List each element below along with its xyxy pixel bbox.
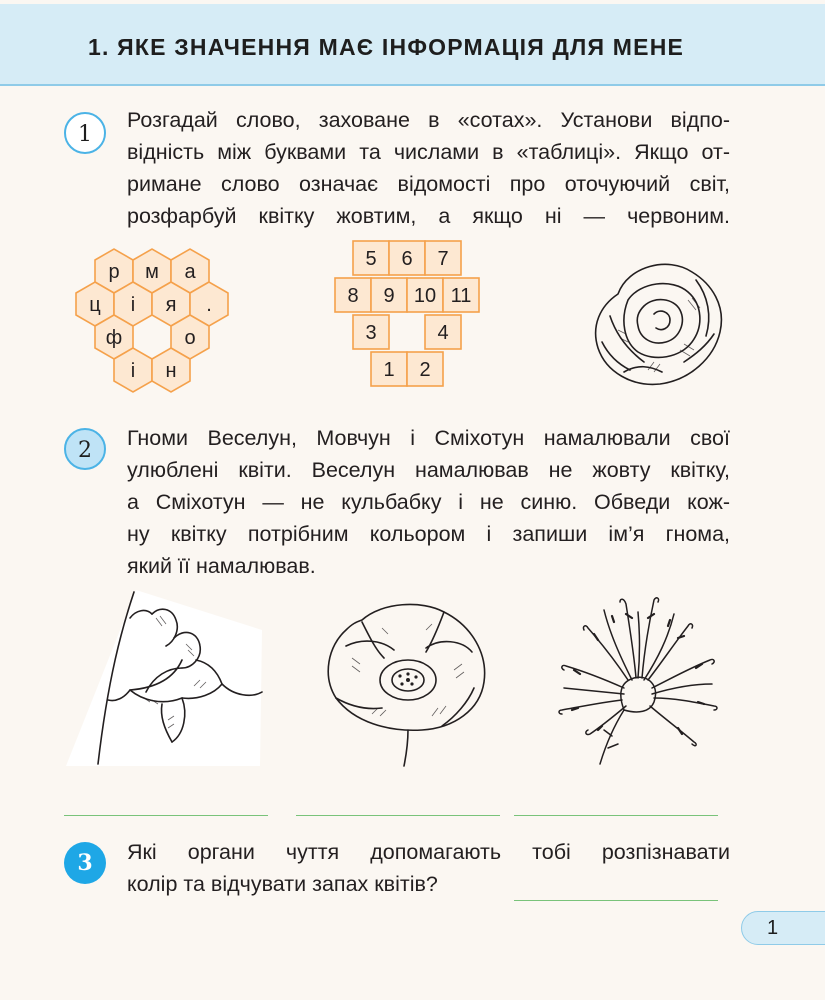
task-3-line: колір та відчувати запах квітів?	[127, 872, 438, 896]
honeycomb-letter: я	[165, 294, 177, 316]
rose-illustration[interactable]	[588, 254, 728, 390]
bellflower-illustration[interactable]	[64, 588, 266, 768]
table-number: 10	[413, 285, 437, 307]
task-2-line: а Сміхотун — не кульбабку і не синю. Обведи кож-	[127, 490, 730, 514]
chapter-title: 1. ЯКЕ ЗНАЧЕННЯ МАЄ ІНФОРМАЦІЯ ДЛЯ МЕНЕ	[88, 34, 685, 60]
task-2-text	[127, 422, 730, 582]
honeycomb-letter: ф	[105, 327, 123, 349]
task-1-line: розфарбуй квітку жовтим, а якщо ні — червоним.	[127, 204, 730, 228]
answer-line-task-3[interactable]	[514, 900, 718, 901]
task-2-line: Гноми Веселун, Мовчун і Сміхотун намалювали свої	[127, 426, 730, 450]
honeycomb-letter: а	[184, 261, 196, 283]
table-number: 8	[347, 285, 359, 307]
task-2-line: ну квітку потрібним кольором і запиши ім’я гнома,	[127, 522, 730, 546]
table-number: 5	[365, 248, 377, 270]
honeycomb-letter: ц	[89, 294, 101, 316]
task-1-line: римане слово означає відомості про оточуючий світ,	[127, 172, 730, 196]
task-2-line: який її намалював.	[127, 554, 316, 578]
table-number: 1	[383, 359, 395, 381]
table-number: 7	[437, 248, 449, 270]
task-1-line: Розгадай слово, заховане в «сотах». Установи відпо-	[127, 108, 730, 132]
table-number: 9	[383, 285, 395, 307]
task-3-number-badge: 3	[64, 842, 106, 884]
page-number-tab	[741, 911, 825, 945]
table-number: 4	[437, 322, 449, 344]
task-3-line: Які органи чуття допомагають тобі розпізнавати	[127, 840, 730, 864]
task-3-text	[127, 836, 730, 900]
table-number: 6	[401, 248, 413, 270]
task-1-line: відність між буквами та числами в «таблиці». Якщо от-	[127, 140, 730, 164]
dandelion-illustration[interactable]	[554, 594, 720, 768]
honeycomb-letter: н	[165, 360, 177, 382]
task-1-number-badge: 1	[64, 112, 106, 154]
table-number: 2	[419, 359, 431, 381]
poppy-illustration[interactable]	[322, 598, 492, 768]
honeycomb-letter: і	[130, 294, 136, 316]
table-number: 11	[450, 285, 472, 307]
honeycomb-letter: .	[206, 294, 212, 316]
answer-line-flower-2[interactable]	[296, 815, 500, 816]
honeycomb-puzzle	[70, 238, 235, 393]
task-2-line: улюблені квіти. Веселун намалював не жовту квітку,	[127, 458, 730, 482]
honeycomb-letter: р	[108, 261, 120, 283]
page-number: 1	[767, 917, 779, 939]
task-1-text	[127, 104, 730, 232]
chapter-header	[0, 4, 825, 86]
table-number: 3	[365, 322, 377, 344]
answer-line-flower-3[interactable]	[514, 815, 718, 816]
task-2-number-badge: 2	[64, 428, 106, 470]
number-table	[332, 238, 482, 388]
honeycomb-letter: о	[184, 327, 196, 349]
honeycomb-letter: м	[145, 261, 159, 283]
answer-line-flower-1[interactable]	[64, 815, 268, 816]
honeycomb-letter: і	[130, 360, 136, 382]
